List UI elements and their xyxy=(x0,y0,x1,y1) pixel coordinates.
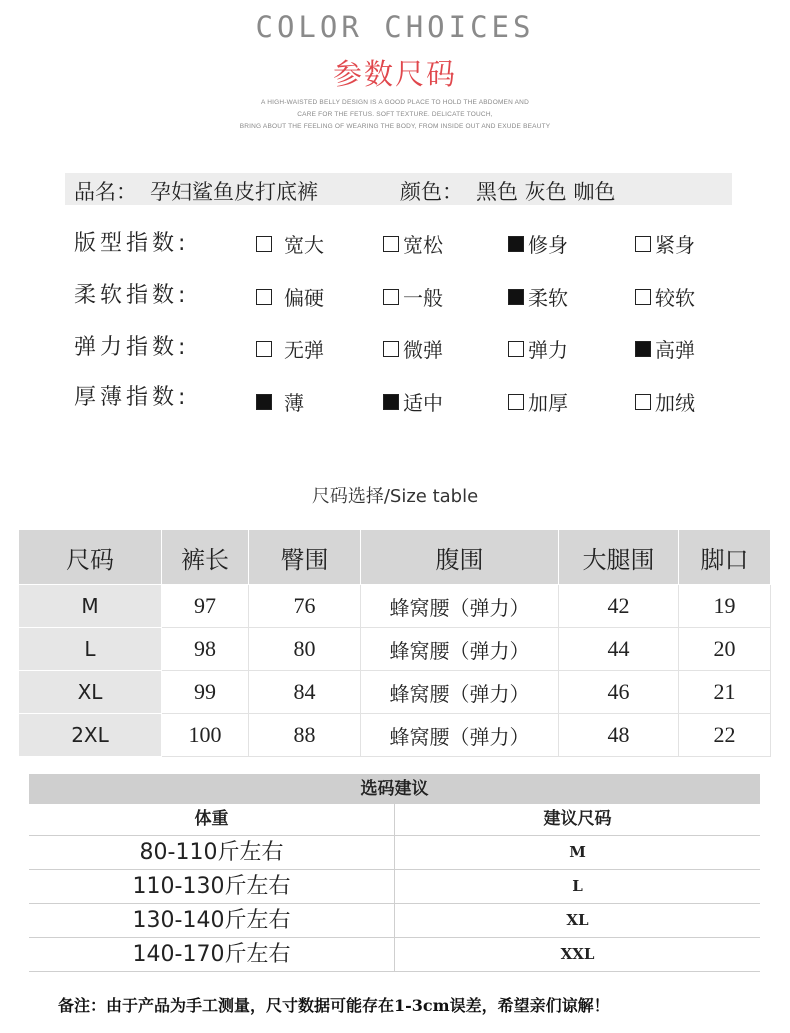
thickness-index-label: 厚薄指数: xyxy=(74,385,190,410)
cell-size: XL xyxy=(19,671,162,714)
fit-index-label: 版型指数: xyxy=(74,231,190,256)
cell-hip: 88 xyxy=(249,714,361,757)
option-elastic-slight: 微弹 xyxy=(383,334,443,363)
cell-size: 2XL xyxy=(19,714,162,757)
header-hip: 臀围 xyxy=(249,530,361,585)
checkbox-icon xyxy=(256,289,272,305)
option-soft-softer: 较软 xyxy=(635,282,695,311)
header-waist: 腹围 xyxy=(361,530,559,585)
weight-range: 110-130斤左右 xyxy=(29,870,395,903)
cell-hip: 80 xyxy=(249,628,361,671)
cell-length: 100 xyxy=(162,714,249,757)
cell-thigh: 44 xyxy=(559,628,679,671)
size-table xyxy=(18,529,771,757)
cell-length: 97 xyxy=(162,585,249,628)
cell-hem: 21 xyxy=(679,671,771,714)
size-table-title: 尺码选择/Size table xyxy=(311,486,479,507)
weight-range: 130-140斤左右 xyxy=(29,904,395,937)
table-row xyxy=(19,671,771,714)
recommendation-header-row xyxy=(29,804,760,836)
cell-hem: 20 xyxy=(679,628,771,671)
header-length: 裤长 xyxy=(162,530,249,585)
measurement-note: 备注：由于产品为手工测量，尺寸数据可能存在1-3cm误差，希望亲们谅解！ xyxy=(58,996,610,1015)
cell-hip: 76 xyxy=(249,585,361,628)
list-item xyxy=(29,938,760,972)
product-color-value: 黑色 灰色 咖色 xyxy=(476,180,616,204)
option-thick-thin: 薄 xyxy=(256,387,304,416)
option-fit-relaxed: 宽松 xyxy=(383,229,443,258)
cell-waist: 蜂窝腰（弹力） xyxy=(361,671,559,714)
suggested-size: L xyxy=(572,877,583,895)
checkbox-icon xyxy=(383,341,399,357)
checkbox-icon xyxy=(635,236,651,252)
weight-range: 80-110斤左右 xyxy=(29,836,395,869)
tagline-line-2: CARE FOR THE FETUS. SOFT TEXTURE. DELICATE TOUCH, xyxy=(297,111,493,118)
option-soft-soft: 柔软 xyxy=(508,282,568,311)
recommendation-title: 选码建议 xyxy=(29,774,760,804)
checkbox-icon xyxy=(383,236,399,252)
option-thick-thick: 加厚 xyxy=(508,387,568,416)
option-elastic-none: 无弹 xyxy=(256,334,324,363)
checkbox-checked-icon xyxy=(508,236,524,252)
checkbox-checked-icon xyxy=(508,289,524,305)
header-hem: 脚口 xyxy=(679,530,771,585)
checkbox-checked-icon xyxy=(256,394,272,410)
cell-hem: 22 xyxy=(679,714,771,757)
header-size: 尺码 xyxy=(19,530,162,585)
tagline-line-1: A HIGH-WAISTED BELLY DESIGN IS A GOOD PLACE TO HOLD THE ABDOMEN AND xyxy=(261,99,529,106)
product-name-label: 品名： xyxy=(74,180,137,204)
product-name-value: 孕妇鲨鱼皮打底裤 xyxy=(150,180,318,204)
color-choices-heading: COLOR CHOICES xyxy=(255,10,535,44)
checkbox-icon xyxy=(383,289,399,305)
softness-index-label: 柔软指数: xyxy=(74,283,190,308)
page-title: 参数尺码 xyxy=(332,57,457,91)
checkbox-icon xyxy=(256,341,272,357)
cell-hem: 19 xyxy=(679,585,771,628)
header-weight: 体重 xyxy=(29,804,395,835)
product-color-label: 颜色： xyxy=(400,180,463,204)
list-item xyxy=(29,870,760,904)
cell-waist: 蜂窝腰（弹力） xyxy=(361,628,559,671)
cell-size: M xyxy=(19,585,162,628)
elasticity-index-label: 弹力指数: xyxy=(74,335,190,360)
suggested-size: XXL xyxy=(560,945,595,963)
option-soft-hard: 偏硬 xyxy=(256,282,324,311)
list-item xyxy=(29,904,760,938)
option-elastic-high: 高弹 xyxy=(635,334,695,363)
checkbox-checked-icon xyxy=(383,394,399,410)
checkbox-checked-icon xyxy=(635,341,651,357)
option-thick-fleece: 加绒 xyxy=(635,387,695,416)
checkbox-icon xyxy=(508,394,524,410)
cell-length: 99 xyxy=(162,671,249,714)
table-row xyxy=(19,714,771,757)
tagline-line-3: BRING ABOUT THE FEELING OF WEARING THE BODY, FROM INSIDE OUT AND EXUDE BEAUTY xyxy=(239,123,551,130)
cell-thigh: 48 xyxy=(559,714,679,757)
checkbox-icon xyxy=(508,341,524,357)
option-fit-slim: 修身 xyxy=(508,229,568,258)
table-row xyxy=(19,585,771,628)
cell-thigh: 42 xyxy=(559,585,679,628)
option-soft-normal: 一般 xyxy=(383,282,443,311)
checkbox-icon xyxy=(635,289,651,305)
option-fit-loose: 宽大 xyxy=(256,229,324,258)
cell-size: L xyxy=(19,628,162,671)
cell-hip: 84 xyxy=(249,671,361,714)
size-table-header-row xyxy=(19,530,771,585)
size-recommendation xyxy=(29,774,760,972)
suggested-size: XL xyxy=(566,911,589,929)
cell-waist: 蜂窝腰（弹力） xyxy=(361,714,559,757)
header-suggested-size: 建议尺码 xyxy=(543,809,612,829)
header-thigh: 大腿围 xyxy=(559,530,679,585)
suggested-size: M xyxy=(569,843,586,861)
option-elastic-elastic: 弹力 xyxy=(508,334,568,363)
checkbox-icon xyxy=(635,394,651,410)
option-fit-tight: 紧身 xyxy=(635,229,695,258)
cell-thigh: 46 xyxy=(559,671,679,714)
table-row xyxy=(19,628,771,671)
option-thick-medium: 适中 xyxy=(383,387,443,416)
cell-waist: 蜂窝腰（弹力） xyxy=(361,585,559,628)
list-item xyxy=(29,836,760,870)
weight-range: 140-170斤左右 xyxy=(29,938,395,971)
cell-length: 98 xyxy=(162,628,249,671)
checkbox-icon xyxy=(256,236,272,252)
